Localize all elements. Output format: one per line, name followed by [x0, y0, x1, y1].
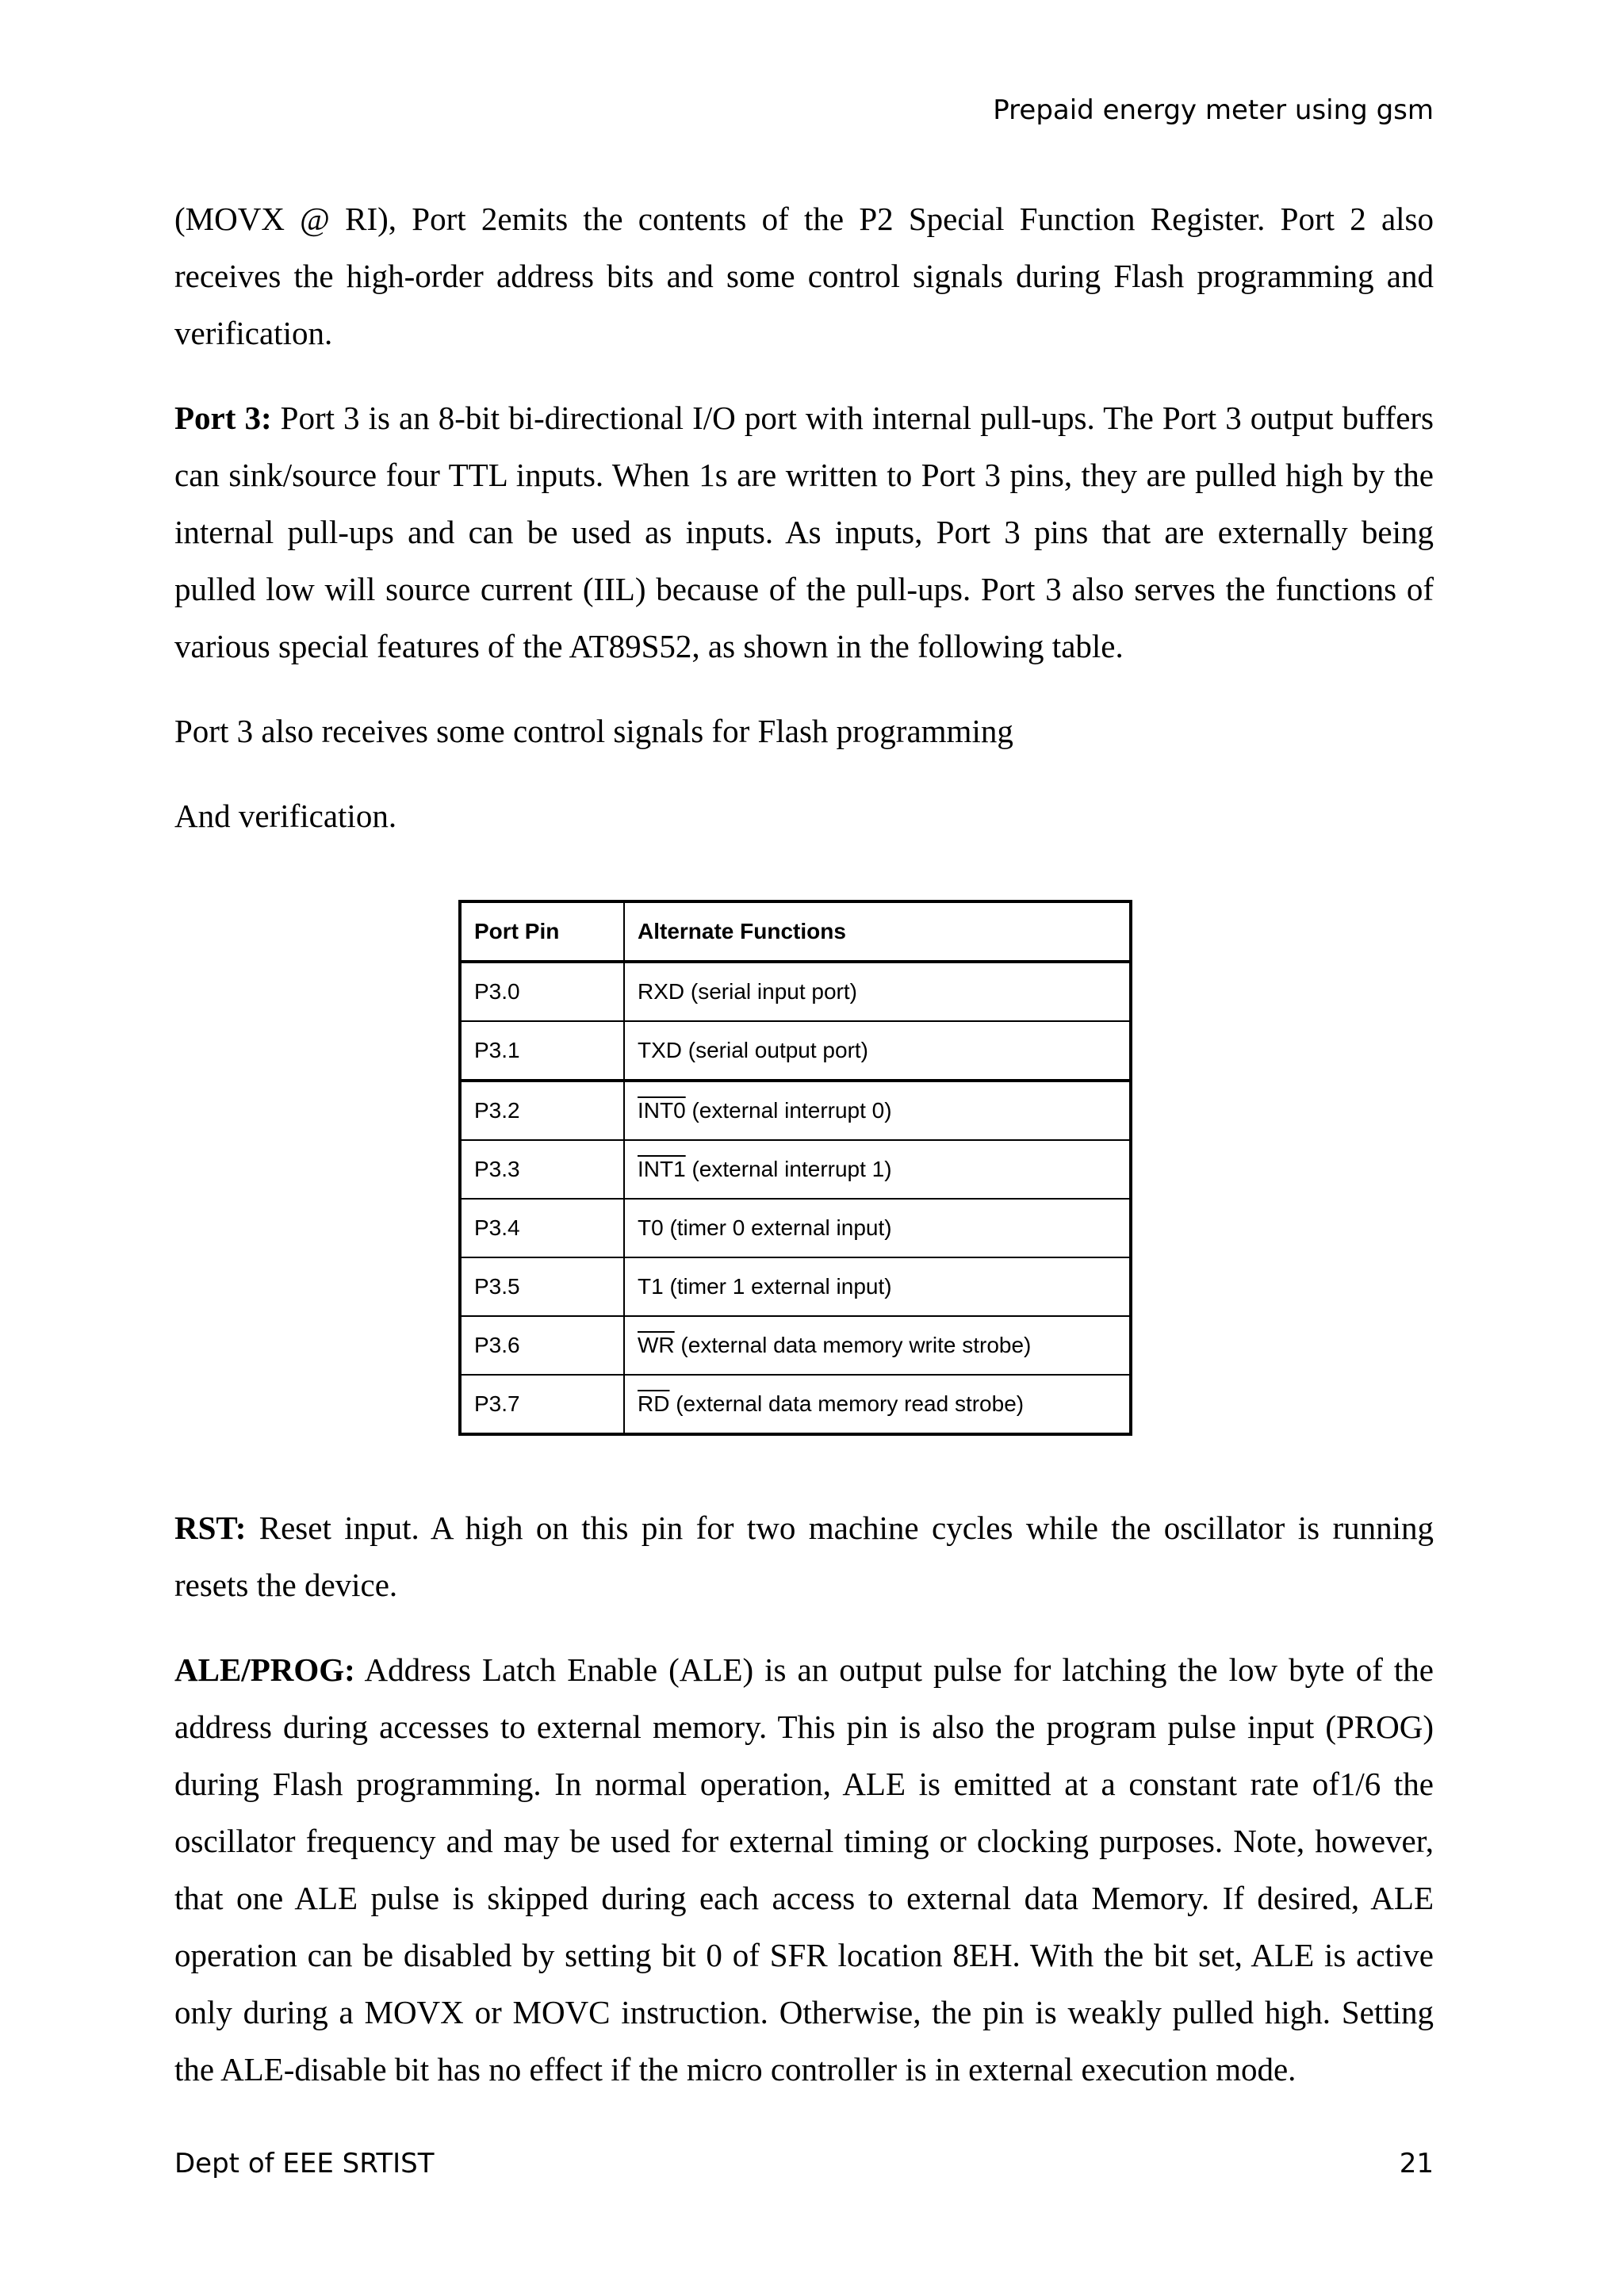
paragraph-ale-prog — [174, 1641, 1434, 2098]
rst-heading: RST: — [174, 1510, 247, 1546]
table-cell-function — [624, 1257, 1131, 1316]
port3-text: Port 3 is an 8-bit bi-directional I/O port with internal pull-ups. The Port 3 output buffers can sink/source four TTL inputs. When 1s are written to Port 3 pins, they are pulled high by the internal pull-ups and can be used as inputs. As inputs, Port 3 pins that are externally being pulled low will source current (IIL) because of the pull-ups. Port 3 also serves the functions of various special features of the AT89S52, as shown in the following table. — [174, 400, 1434, 664]
function-desc: RXD (serial input port) — [638, 979, 857, 1004]
signal-name: $\overline{WR}$ — [638, 1333, 675, 1357]
ale-prog-text: Address Latch Enable (ALE) is an output pulse for latching the low byte of the address during accesses to external memory. This pin is also the program pulse input (PROG) during Flash programming. In normal operation, ALE is emitted at a constant rate of1/6 the oscillator frequency and may be used for external timing or clocking purposes. Note, however, that one ALE pulse is skipped during each access to external data Memory. If desired, ALE operation can be disabled by setting bit 0 of SFR location 8EH. With the bit set, ALE is active only during a MOVX or MOVC instruction. Otherwise, the pin is weakly pulled high. Setting the ALE-disable bit has no effect if the micro controller is in external execution mode. — [174, 1651, 1434, 2087]
table-cell-pin: P3.4 — [460, 1199, 624, 1257]
paragraph-port3 — [174, 389, 1434, 675]
page-footer — [174, 2150, 1434, 2177]
signal-name: $\overline{RD}$ — [638, 1391, 670, 1416]
table-cell-function — [624, 1375, 1131, 1434]
footer-department: Dept of EEE SRTIST — [174, 2148, 435, 2179]
table-cell-function — [624, 1081, 1131, 1140]
paragraph-port3-flash: Port 3 also receives some control signals for Flash programming — [174, 713, 1013, 749]
function-desc: T0 (timer 0 external input) — [638, 1215, 892, 1240]
table-row — [460, 1140, 1131, 1199]
table-row — [460, 1199, 1131, 1257]
port3-alternate-functions-table — [458, 900, 1132, 1436]
function-desc: (external interrupt 1) — [685, 1157, 892, 1181]
table-cell-pin: P3.0 — [460, 962, 624, 1021]
table-cell-pin: P3.3 — [460, 1140, 624, 1199]
signal-name: INT0 — [638, 1098, 686, 1123]
port3-heading: Port 3: — [174, 400, 272, 436]
table-cell-pin: P3.1 — [460, 1021, 624, 1081]
paragraph-verification: And verification. — [174, 798, 397, 834]
table-cell-function — [624, 1316, 1131, 1375]
page-header-title: Prepaid energy meter using gsm — [993, 94, 1434, 126]
table-cell-pin: P3.5 — [460, 1257, 624, 1316]
function-desc: TXD (serial output port) — [638, 1038, 868, 1062]
page-number: 21 — [1399, 2148, 1434, 2179]
table-row — [460, 1257, 1131, 1316]
table-row — [460, 1316, 1131, 1375]
table-row — [460, 1375, 1131, 1434]
table-header-port-pin: Port Pin — [460, 901, 624, 962]
function-desc: (external data memory read strobe) — [669, 1391, 1025, 1416]
table-cell-pin: P3.6 — [460, 1316, 624, 1375]
table-cell-pin: P3.7 — [460, 1375, 624, 1434]
paragraph-port2-continuation: (MOVX @ RI), Port 2emits the contents of the P2 Special Function Register. Port 2 also receives the high-order address bits and some control signals during Flash programming and verification. — [174, 201, 1434, 351]
ale-prog-heading: ALE/PROG: — [174, 1651, 355, 1688]
table-row — [460, 1081, 1131, 1140]
function-desc: T1 (timer 1 external input) — [638, 1274, 892, 1299]
table-row — [460, 1021, 1131, 1081]
page-body — [174, 190, 1434, 2098]
function-desc: (external data memory write strobe) — [674, 1333, 1032, 1357]
table-cell-function — [624, 1199, 1131, 1257]
table-cell-function — [624, 1140, 1131, 1199]
table-header-row — [460, 901, 1131, 962]
table-cell-function — [624, 962, 1131, 1021]
table-cell-pin: P3.2 — [460, 1081, 624, 1140]
table-header-alternate-functions: Alternate Functions — [624, 901, 1131, 962]
table-cell-function — [624, 1021, 1131, 1081]
table-row — [460, 962, 1131, 1021]
function-desc: (external interrupt 0) — [685, 1098, 892, 1123]
rst-text: Reset input. A high on this pin for two machine cycles while the oscillator is running resets the device. — [174, 1510, 1434, 1603]
signal-name: INT1 — [638, 1157, 686, 1181]
paragraph-rst — [174, 1499, 1434, 1613]
